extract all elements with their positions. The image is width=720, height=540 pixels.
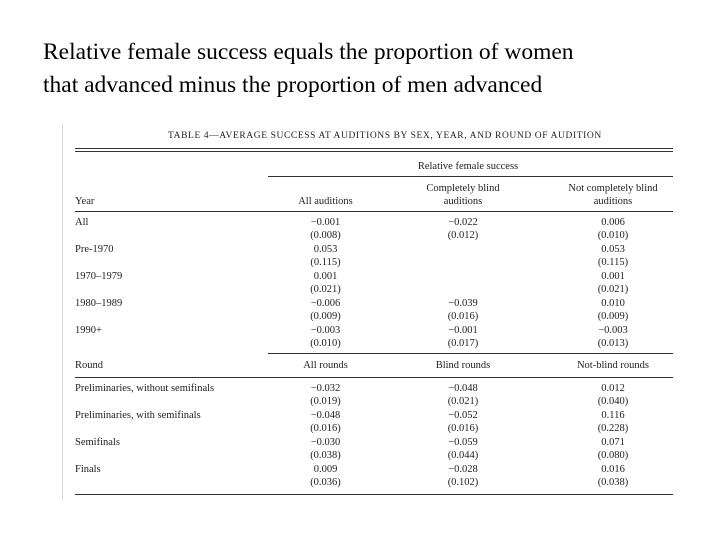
year-c1-std-error: (0.115) bbox=[310, 257, 341, 268]
round-c1-std-error: (0.019) bbox=[310, 396, 341, 407]
round-c1-estimate: 0.009 bbox=[313, 464, 338, 475]
year-c3-estimate: 0.006 bbox=[601, 217, 625, 228]
table-top-rule-2 bbox=[75, 151, 673, 152]
year-c3-estimate: 0.053 bbox=[601, 244, 625, 255]
round-c1-estimate: −0.032 bbox=[310, 383, 341, 394]
round-c2-std-error: (0.102) bbox=[447, 477, 479, 488]
year-c1-estimate: −0.003 bbox=[310, 325, 341, 336]
round-c2-estimate: −0.052 bbox=[448, 410, 478, 421]
col-header-blind-rounds: Blind rounds bbox=[435, 360, 491, 371]
year-c3-std-error: (0.009) bbox=[597, 311, 629, 322]
round-c3-std-error: (0.080) bbox=[597, 450, 629, 461]
year-c1-std-error: (0.009) bbox=[310, 311, 341, 322]
col-header-completely-blind-2: auditions bbox=[443, 196, 483, 207]
round-c3-estimate: 0.116 bbox=[601, 410, 625, 421]
round-c3-estimate: 0.016 bbox=[601, 464, 625, 475]
year-c3-std-error: (0.021) bbox=[597, 284, 629, 295]
year-c1-std-error: (0.021) bbox=[310, 284, 341, 295]
year-c1-estimate: −0.001 bbox=[310, 217, 341, 228]
year-c3-estimate: −0.003 bbox=[598, 325, 628, 336]
year-c3-std-error: (0.010) bbox=[597, 230, 629, 241]
round-row-label: Preliminaries, without semifinals bbox=[75, 383, 215, 394]
year-c2-std-error: (0.012) bbox=[447, 230, 479, 241]
year-c3-std-error: (0.013) bbox=[597, 338, 629, 349]
round-c2-std-error: (0.016) bbox=[447, 423, 479, 434]
spanner-header: Relative female success bbox=[417, 161, 519, 172]
round-header-rule bbox=[75, 377, 673, 378]
year-c1-std-error: (0.008) bbox=[310, 230, 341, 241]
year-row-label: All bbox=[75, 217, 89, 228]
slide-heading bbox=[43, 36, 703, 102]
round-c3-std-error: (0.038) bbox=[597, 477, 629, 488]
year-row-label: Pre-1970 bbox=[75, 244, 114, 255]
round-header: Round bbox=[75, 360, 104, 371]
heading-line-1: Relative female success equals the proportion of women bbox=[43, 39, 574, 65]
year-c1-estimate: 0.001 bbox=[313, 271, 338, 282]
table-bottom-rule bbox=[75, 494, 673, 495]
year-c3-std-error: (0.115) bbox=[597, 257, 629, 268]
round-c2-estimate: −0.059 bbox=[448, 437, 478, 448]
col-header-completely-blind-1: Completely blind bbox=[426, 183, 500, 194]
round-c2-std-error: (0.044) bbox=[447, 450, 479, 461]
year-c1-std-error: (0.010) bbox=[310, 338, 341, 349]
year-c1-estimate: 0.053 bbox=[313, 244, 338, 255]
round-c1-std-error: (0.036) bbox=[310, 477, 341, 488]
round-c1-std-error: (0.016) bbox=[310, 423, 341, 434]
header-rule bbox=[75, 211, 673, 212]
year-c3-estimate: 0.010 bbox=[601, 298, 625, 309]
round-c1-estimate: −0.048 bbox=[310, 410, 341, 421]
table-caption: TABLE 4—AVERAGE SUCCESS AT AUDITIONS BY SEX, YEAR, AND ROUND OF AUDITION bbox=[168, 131, 602, 141]
year-row-label: 1980–1989 bbox=[75, 298, 123, 309]
spanner-rule bbox=[268, 176, 673, 177]
year-c2-estimate: −0.022 bbox=[448, 217, 478, 228]
heading-line-2: that advanced minus the proportion of men advanced bbox=[43, 72, 543, 98]
round-c2-estimate: −0.048 bbox=[448, 383, 478, 394]
round-c3-estimate: 0.071 bbox=[601, 437, 625, 448]
year-row-label: 1990+ bbox=[75, 325, 102, 336]
year-c2-estimate: −0.001 bbox=[448, 325, 478, 336]
year-row-label: 1970–1979 bbox=[75, 271, 123, 282]
year-c2-estimate: −0.039 bbox=[448, 298, 478, 309]
year-c2-std-error: (0.017) bbox=[447, 338, 479, 349]
round-c2-estimate: −0.028 bbox=[448, 464, 478, 475]
round-c2-std-error: (0.021) bbox=[447, 396, 479, 407]
col-header-not-blind-rounds: Not-blind rounds bbox=[576, 360, 650, 371]
round-c3-estimate: 0.012 bbox=[601, 383, 625, 394]
year-header: Year bbox=[75, 196, 95, 207]
col-header-not-completely-blind-1: Not completely blind bbox=[568, 183, 658, 194]
round-row-label: Semifinals bbox=[75, 437, 120, 448]
col-header-all-auditions: All auditions bbox=[298, 196, 353, 207]
round-row-label: Preliminaries, with semifinals bbox=[75, 410, 201, 421]
scanned-table bbox=[62, 124, 683, 500]
round-upper-rule bbox=[268, 353, 673, 354]
year-c3-estimate: 0.001 bbox=[601, 271, 625, 282]
round-c3-std-error: (0.040) bbox=[597, 396, 629, 407]
col-header-not-completely-blind-2: auditions bbox=[593, 196, 633, 207]
round-c3-std-error: (0.228) bbox=[597, 423, 629, 434]
col-header-all-rounds: All rounds bbox=[303, 360, 348, 371]
round-c1-std-error: (0.038) bbox=[310, 450, 341, 461]
table-top-rule bbox=[75, 148, 673, 149]
round-c1-estimate: −0.030 bbox=[310, 437, 341, 448]
round-row-label: Finals bbox=[75, 464, 101, 475]
year-c2-std-error: (0.016) bbox=[447, 311, 479, 322]
year-c1-estimate: −0.006 bbox=[310, 298, 341, 309]
